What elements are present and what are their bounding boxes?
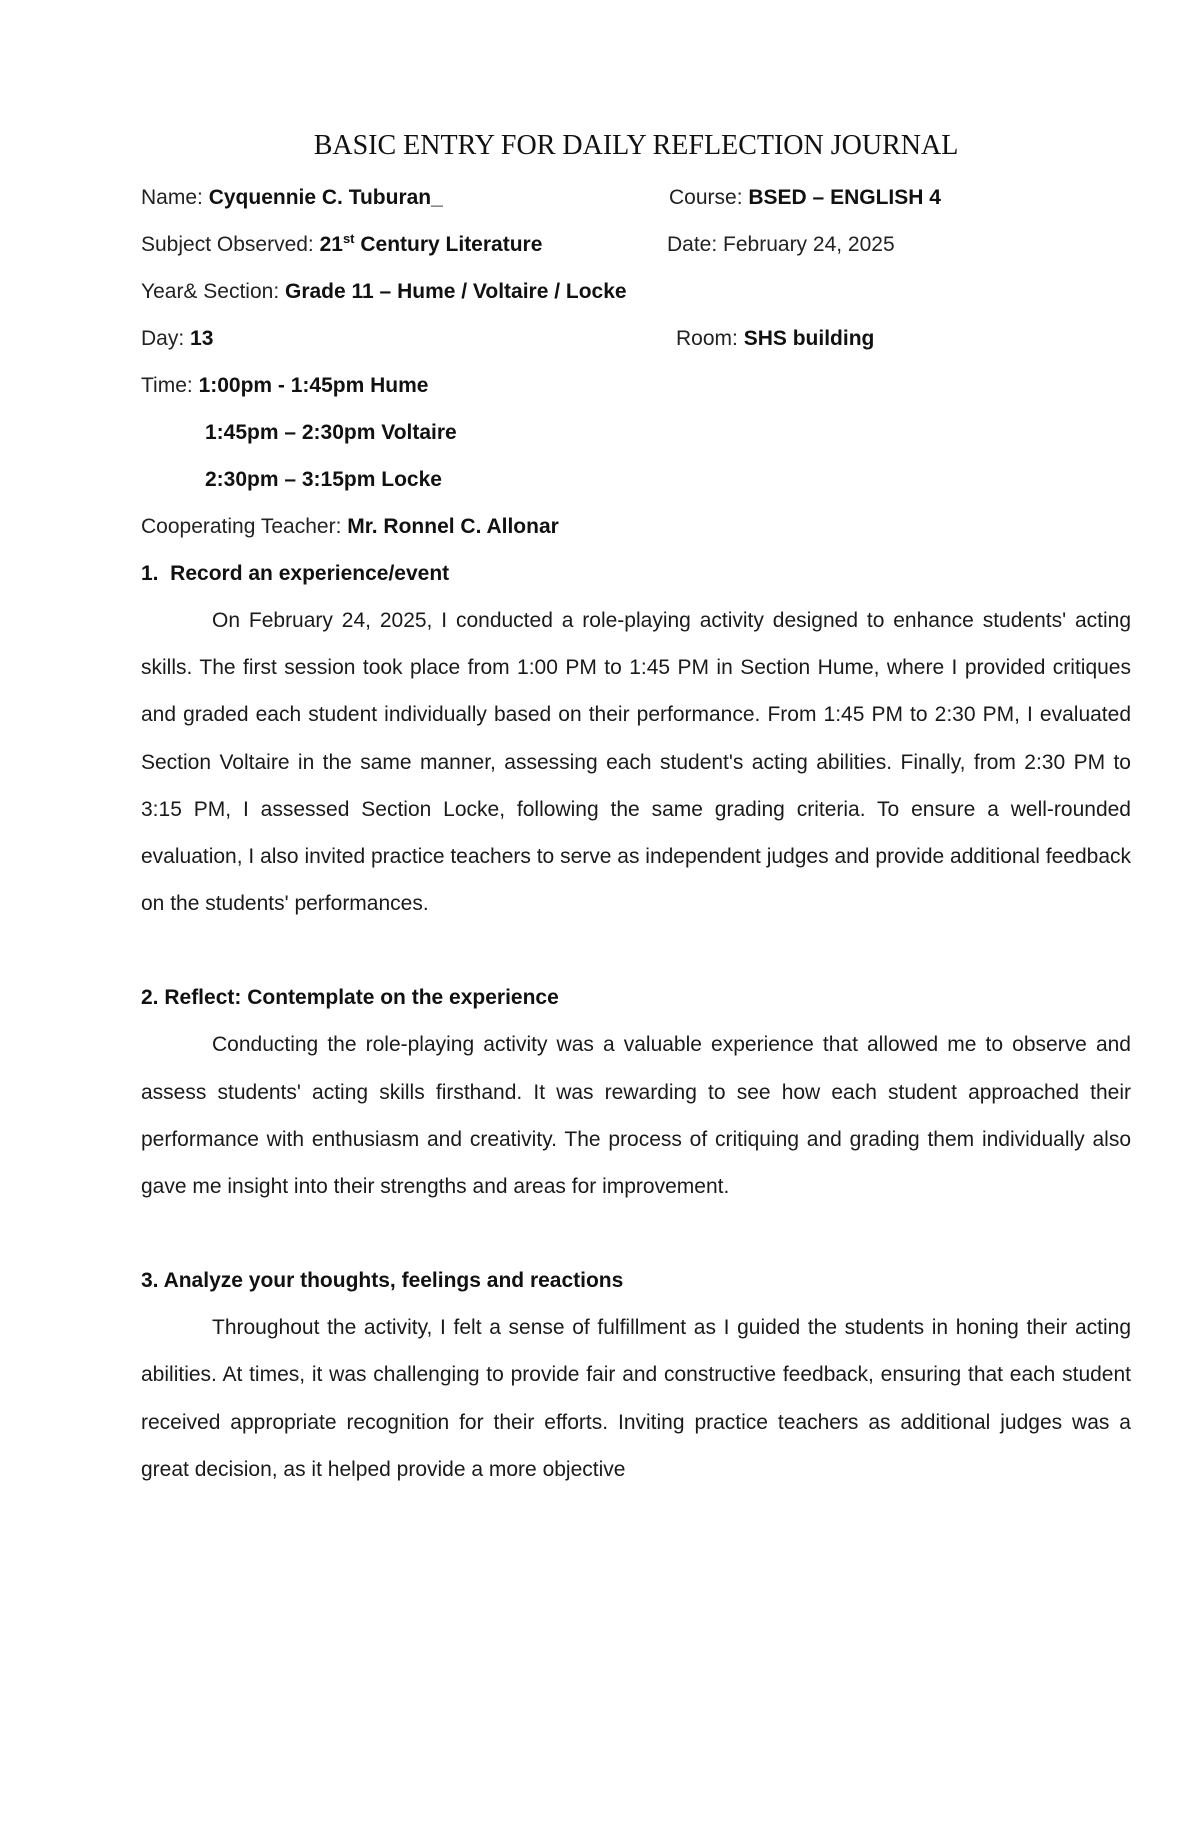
course-field	[669, 174, 941, 221]
spacer	[141, 927, 1131, 974]
date-field	[667, 221, 895, 268]
teacher-label: Cooperating Teacher:	[141, 515, 348, 538]
subject-value-superscript: st	[342, 231, 355, 246]
room-field	[676, 315, 874, 362]
section-3-heading: 3. Analyze your thoughts, feelings and reactions	[141, 1269, 624, 1293]
room-label: Room:	[676, 327, 744, 350]
name-course-row	[141, 174, 1131, 221]
section-1-body: On February 24, 2025, I conducted a role-playing activity designed to enhance students' acting skills. The first session took place from 1:00 PM to 1:45 PM in Section Hume, where I provided critiques and graded each student individually based on their performance. From 1:45 PM to 2:30 PM, I evaluated Section Voltaire in the same manner, assessing each student's acting abilities. Finally, from 2:30 PM to 3:15 PM, I assessed Section Locke, following the same grading criteria. To ensure a well-rounded evaluation, I also invited practice teachers to serve as independent judges and provide additional feedback on the students' performances.	[141, 609, 1131, 916]
section-1-heading: 1. Record an experience/event	[141, 562, 450, 585]
day-room-row	[141, 315, 1131, 362]
name-label: Name:	[141, 186, 209, 209]
subject-value	[320, 233, 543, 256]
day-label: Day:	[141, 327, 191, 350]
section-3-body: Throughout the activity, I felt a sense of fulfillment as I guided the students in honing their acting abilities. At times, it was challenging to provide fair and constructive feedback, ensuring that each student received appropriate recognition for their efforts. Inviting practice teachers as additional judges was a great decision, as it helped provide a more objective	[141, 1316, 1131, 1481]
section-row	[141, 268, 1131, 315]
journal-page	[141, 130, 1131, 1493]
teacher-value: Mr. Ronnel C. Allonar	[347, 515, 559, 538]
teacher-row	[141, 503, 1131, 550]
time-row-1	[141, 362, 1131, 409]
time-slot-hume: 1:00pm - 1:45pm Hume	[198, 374, 429, 397]
name-value: Cyquennie C. Tuburan_	[208, 186, 443, 209]
time-row-3	[141, 456, 1131, 503]
time-row-2	[141, 409, 1131, 456]
subject-date-row	[141, 221, 1131, 268]
section-value: Grade 11 – Hume / Voltaire / Locke	[285, 280, 627, 303]
time-slot-voltaire: 1:45pm – 2:30pm Voltaire	[205, 421, 457, 444]
subject-label: Subject Observed:	[141, 233, 320, 256]
date-label: Date:	[667, 233, 724, 256]
time-label: Time:	[141, 374, 199, 397]
course-value: BSED – ENGLISH 4	[748, 186, 941, 209]
course-label: Course:	[669, 186, 749, 209]
document-title: BASIC ENTRY FOR DAILY REFLECTION JOURNAL	[313, 130, 959, 161]
room-value: SHS building	[743, 327, 875, 350]
subject-value-number: 21	[319, 233, 343, 256]
day-value: 13	[190, 327, 214, 350]
section-label: Year& Section:	[141, 280, 285, 303]
subject-value-rest: Century Literature	[354, 233, 543, 256]
date-value: February 24, 2025	[723, 233, 895, 256]
time-slot-locke: 2:30pm – 3:15pm Locke	[205, 468, 442, 491]
spacer	[141, 1210, 1131, 1257]
section-2-body: Conducting the role-playing activity was a valuable experience that allowed me to observe and assess students' acting skills firsthand. It was rewarding to see how each student approached their performance with enthusiasm and creativity. The process of critiquing and grading them individually also gave me insight into their strengths and areas for improvement.	[141, 1033, 1131, 1199]
section-2-heading: 2. Reflect: Contemplate on the experience	[141, 986, 559, 1010]
